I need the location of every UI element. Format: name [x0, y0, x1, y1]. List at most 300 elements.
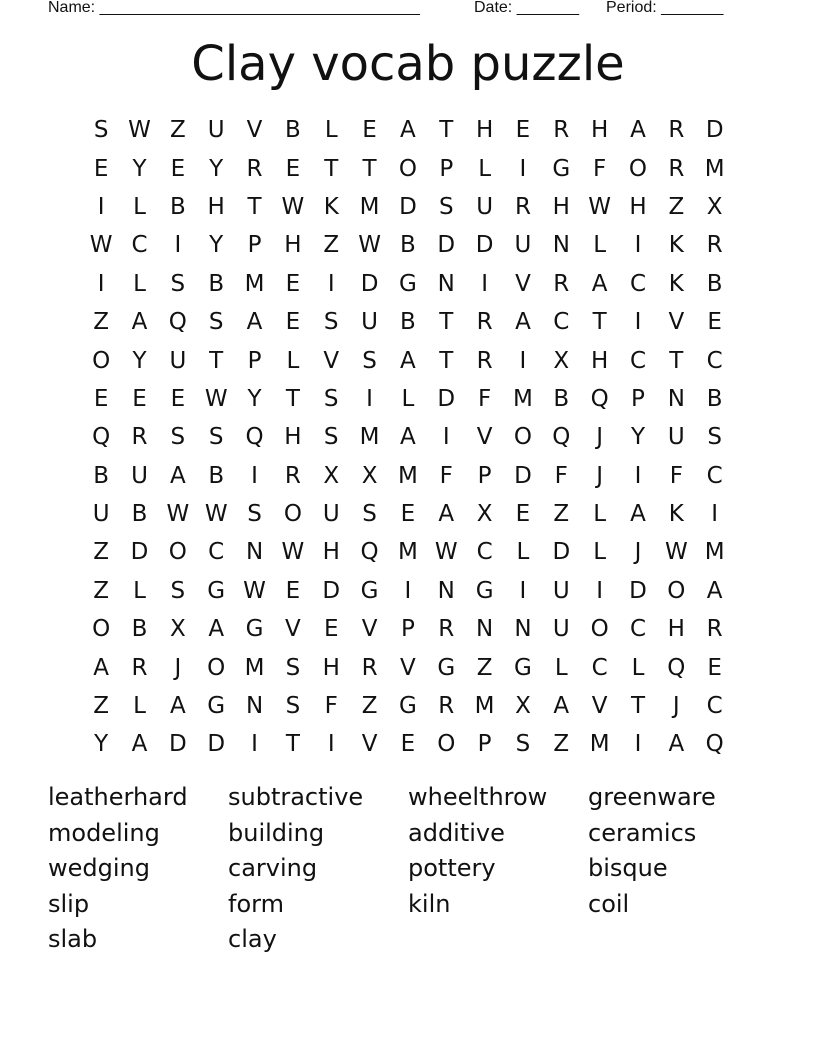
grid-letter: Y — [132, 155, 147, 182]
grid-letter: R — [706, 616, 723, 643]
grid-letter: H — [284, 232, 302, 259]
word-bank-item: pottery — [408, 854, 496, 883]
grid-letter: L — [133, 193, 146, 220]
grid-letter: U — [92, 501, 110, 528]
grid-row — [82, 610, 734, 648]
grid-letter: I — [97, 193, 105, 220]
grid-letter: T — [439, 347, 454, 374]
grid-letter: M — [244, 654, 265, 681]
grid-row — [82, 380, 734, 418]
grid-letter: C — [629, 347, 647, 374]
word-bank-item: clay — [228, 925, 277, 954]
grid-row — [82, 418, 734, 456]
grid-letter: J — [596, 462, 604, 489]
grid-letter: S — [208, 309, 224, 336]
grid-letter: V — [361, 731, 378, 758]
grid-letter: R — [361, 654, 378, 681]
grid-letter: W — [664, 539, 688, 566]
grid-letter: Z — [93, 693, 110, 720]
grid-letter: C — [629, 270, 647, 297]
grid-letter: O — [207, 654, 226, 681]
grid-letter: C — [476, 539, 493, 566]
word-bank-item: greenware — [588, 783, 716, 811]
grid-letter: Q — [667, 654, 686, 681]
grid-letter: B — [400, 232, 416, 259]
grid-letter: Y — [630, 424, 646, 451]
grid-letter: X — [706, 193, 723, 220]
grid-letter: L — [133, 693, 146, 720]
grid-letter: H — [322, 539, 340, 566]
grid-letter: C — [706, 462, 723, 489]
grid-letter: U — [552, 616, 570, 643]
grid-letter: N — [437, 577, 455, 604]
grid-letter: B — [169, 193, 186, 220]
grid-letter: F — [554, 462, 568, 489]
grid-letter: V — [476, 424, 493, 451]
grid-letter: Y — [94, 731, 109, 758]
grid-letter: Z — [323, 232, 340, 259]
grid-letter: V — [323, 347, 340, 374]
grid-letter: V — [361, 616, 378, 643]
grid-letter: D — [322, 577, 341, 604]
grid-letter: R — [668, 155, 685, 182]
grid-letter: N — [245, 693, 264, 720]
grid-letter: T — [439, 117, 454, 144]
grid-letter: W — [358, 232, 381, 259]
grid-letter: S — [285, 654, 301, 681]
grid-letter: U — [169, 347, 187, 374]
grid-letter: H — [590, 117, 609, 144]
grid-letter: P — [439, 155, 454, 182]
grid-letter: S — [323, 385, 339, 412]
grid-row — [82, 341, 734, 379]
grid-letter: I — [519, 577, 527, 604]
grid-letter: Y — [132, 347, 147, 374]
grid-letter: L — [593, 232, 607, 259]
grid-letter: T — [592, 309, 607, 336]
grid-letter: N — [667, 385, 685, 412]
grid-letter: Y — [209, 232, 224, 259]
grid-row — [82, 303, 734, 341]
grid-letter: I — [634, 462, 642, 489]
grid-letter: D — [130, 539, 149, 566]
grid-letter: T — [285, 385, 300, 412]
grid-letter: Q — [360, 539, 379, 566]
grid-letter: W — [588, 193, 612, 220]
grid-letter: R — [246, 155, 263, 182]
grid-letter: H — [629, 193, 647, 220]
grid-letter: Z — [169, 117, 186, 144]
word-bank-item: subtractive — [228, 783, 364, 811]
grid-letter: B — [553, 385, 570, 412]
grid-letter: D — [437, 232, 456, 259]
grid-letter: R — [553, 270, 570, 297]
grid-letter: I — [481, 270, 488, 297]
grid-letter: O — [590, 616, 609, 643]
word-bank-item: modeling — [48, 818, 160, 847]
grid-letter: I — [327, 270, 335, 297]
grid-letter: M — [704, 155, 725, 182]
grid-letter: U — [131, 462, 148, 489]
grid-letter: E — [400, 501, 416, 528]
grid-letter: M — [359, 193, 380, 220]
grid-letter: G — [207, 693, 226, 720]
word-bank-item: ceramics — [588, 818, 697, 847]
grid-row — [82, 188, 734, 226]
grid-letter: Z — [476, 654, 493, 681]
grid-letter: F — [477, 385, 492, 412]
grid-letter: I — [634, 232, 642, 259]
grid-letter: C — [131, 232, 148, 259]
grid-letter: A — [131, 309, 148, 336]
grid-letter: R — [131, 654, 148, 681]
grid-letter: A — [706, 577, 723, 604]
grid-letter: A — [668, 731, 685, 758]
grid-letter: G — [245, 616, 264, 643]
grid-letter: S — [362, 347, 377, 374]
grid-letter: D — [475, 232, 494, 259]
grid-letter: H — [475, 117, 494, 144]
grid-letter: X — [476, 501, 493, 528]
grid-letter: Q — [92, 424, 111, 451]
grid-letter: W — [281, 193, 305, 220]
grid-row — [82, 533, 734, 571]
grid-row — [82, 226, 734, 264]
grid-letter: X — [323, 462, 340, 489]
grid-letter: R — [476, 309, 493, 336]
grid-letter: M — [513, 385, 533, 412]
grid-letter: V — [285, 616, 301, 643]
grid-letter: W — [204, 385, 228, 412]
grid-row — [82, 687, 734, 725]
grid-letter: A — [169, 693, 186, 720]
name-field-label: Name: ____________________________________ — [48, 0, 420, 16]
grid-letter: E — [400, 731, 416, 758]
grid-letter: O — [168, 539, 187, 566]
grid-letter: E — [93, 385, 109, 412]
grid-letter: B — [285, 117, 301, 144]
grid-letter: Y — [209, 155, 224, 182]
grid-letter: X — [169, 616, 186, 643]
grid-letter: O — [513, 424, 532, 451]
grid-letter: E — [707, 309, 722, 336]
grid-letter: C — [553, 309, 570, 336]
grid-letter: D — [169, 731, 187, 758]
grid-letter: H — [322, 654, 340, 681]
grid-letter: L — [133, 270, 146, 297]
grid-letter: I — [327, 731, 335, 758]
grid-letter: V — [591, 693, 608, 720]
grid-letter: T — [324, 155, 339, 182]
grid-letter: J — [596, 424, 604, 451]
grid-letter: E — [285, 309, 301, 336]
grid-letter: Z — [361, 693, 378, 720]
grid-letter: I — [596, 577, 604, 604]
grid-letter: U — [476, 193, 494, 220]
grid-letter: T — [630, 693, 646, 720]
grid-letter: U — [361, 309, 378, 336]
word-bank-item: leatherhard — [48, 783, 188, 811]
grid-letter: J — [672, 693, 680, 720]
grid-letter: U — [552, 577, 570, 604]
grid-letter: I — [442, 424, 450, 451]
grid-letter: O — [92, 616, 111, 643]
grid-letter: U — [514, 232, 532, 259]
grid-letter: I — [519, 347, 527, 374]
grid-letter: B — [706, 385, 723, 412]
grid-letter: N — [437, 270, 455, 297]
grid-letter: X — [553, 347, 570, 374]
grid-letter: D — [552, 539, 571, 566]
grid-letter: Q — [590, 385, 609, 412]
grid-letter: Q — [168, 309, 187, 336]
grid-letter: E — [707, 654, 722, 681]
grid-letter: W — [204, 501, 228, 528]
grid-letter: V — [400, 654, 416, 681]
grid-letter: Z — [93, 577, 110, 604]
word-bank-item: bisque — [588, 854, 668, 883]
grid-letter: S — [438, 193, 454, 220]
grid-letter: U — [667, 424, 685, 451]
grid-letter: M — [244, 270, 265, 297]
grid-letter: N — [245, 539, 264, 566]
grid-letter: V — [515, 270, 531, 297]
grid-letter: D — [360, 270, 379, 297]
grid-letter: A — [630, 501, 646, 528]
grid-letter: A — [208, 616, 225, 643]
grid-letter: E — [285, 577, 301, 604]
grid-letter: L — [516, 539, 530, 566]
grid-letter: L — [286, 347, 300, 374]
word-bank-item: additive — [408, 818, 505, 847]
grid-letter: G — [399, 693, 417, 720]
word-bank-item: building — [228, 818, 325, 847]
grid-row — [82, 648, 734, 686]
grid-letter: A — [246, 309, 263, 336]
grid-letter: R — [476, 347, 493, 374]
grid-letter: I — [97, 270, 105, 297]
grid-letter: L — [401, 385, 415, 412]
grid-letter: W — [243, 577, 266, 604]
word-bank-item: carving — [228, 854, 318, 883]
grid-letter: D — [399, 193, 417, 220]
word-bank-item: slip — [48, 889, 90, 918]
grid-letter: V — [246, 117, 263, 144]
grid-letter: P — [400, 616, 415, 643]
grid-letter: D — [207, 731, 226, 758]
grid-letter: D — [437, 385, 456, 412]
grid-letter: R — [131, 424, 148, 451]
grid-letter: A — [400, 347, 416, 374]
grid-letter: L — [593, 539, 607, 566]
grid-letter: A — [630, 117, 646, 144]
grid-letter: E — [515, 117, 531, 144]
word-bank-item: kiln — [408, 889, 451, 918]
grid-letter: X — [361, 462, 378, 489]
grid-row — [82, 725, 734, 763]
grid-letter: N — [514, 616, 532, 643]
grid-letter: H — [552, 193, 570, 220]
grid-letter: R — [438, 693, 455, 720]
grid-letter: E — [323, 616, 339, 643]
grid-letter: R — [706, 232, 723, 259]
grid-letter: F — [324, 693, 338, 720]
grid-letter: F — [593, 155, 607, 182]
grid-letter: G — [437, 654, 456, 681]
grid-letter: A — [400, 117, 416, 144]
grid-letter: O — [628, 155, 648, 182]
grid-letter: O — [283, 501, 302, 528]
grid-letter: O — [667, 577, 686, 604]
grid-letter: H — [590, 347, 609, 374]
grid-letter: P — [247, 232, 262, 259]
grid-letter: T — [247, 193, 262, 220]
grid-letter: I — [634, 309, 642, 336]
grid-letter: P — [247, 347, 262, 374]
grid-letter: P — [477, 731, 492, 758]
grid-letter: J — [174, 654, 182, 681]
grid-letter: G — [514, 654, 532, 681]
grid-letter: M — [474, 693, 495, 720]
grid-letter: B — [208, 462, 225, 489]
grid-row — [82, 149, 734, 187]
grid-letter: E — [170, 155, 186, 182]
grid-letter: K — [323, 193, 339, 220]
grid-letter: S — [170, 270, 186, 297]
grid-letter: T — [285, 731, 300, 758]
word-bank-item: wheelthrow — [408, 783, 548, 811]
grid-letter: G — [360, 577, 379, 604]
grid-letter: Q — [245, 424, 264, 451]
grid-letter: G — [475, 577, 494, 604]
grid-letter: E — [285, 270, 301, 297]
grid-letter: T — [209, 347, 224, 374]
grid-letter: A — [553, 693, 570, 720]
grid-letter: V — [668, 309, 685, 336]
grid-letter: D — [514, 462, 532, 489]
grid-letter: C — [591, 654, 608, 681]
grid-letter: S — [285, 693, 301, 720]
grid-letter: A — [438, 501, 455, 528]
grid-letter: I — [174, 232, 182, 259]
grid-row — [82, 457, 734, 495]
grid-row — [82, 111, 734, 149]
grid-letter: L — [324, 117, 338, 144]
grid-letter: A — [400, 424, 416, 451]
grid-letter: O — [437, 731, 456, 758]
grid-letter: S — [323, 309, 339, 336]
grid-letter: E — [170, 385, 186, 412]
grid-letter: C — [208, 539, 225, 566]
grid-letter: G — [552, 155, 571, 182]
grid-letter: X — [515, 693, 531, 720]
grid-letter: G — [399, 270, 417, 297]
grid-letter: S — [247, 501, 262, 528]
letter-grid — [82, 111, 734, 764]
grid-letter: M — [359, 424, 380, 451]
grid-letter: Z — [553, 501, 570, 528]
grid-letter: R — [668, 117, 685, 144]
grid-letter: D — [705, 117, 724, 144]
grid-letter: O — [92, 347, 111, 374]
grid-letter: M — [589, 731, 610, 758]
grid-letter: S — [170, 577, 186, 604]
grid-letter: A — [131, 731, 148, 758]
grid-letter: I — [711, 501, 719, 528]
word-bank-item: slab — [48, 925, 98, 954]
grid-letter: Q — [552, 424, 571, 451]
grid-letter: C — [629, 616, 647, 643]
puzzle-title: Clay vocab puzzle — [191, 36, 625, 92]
grid-letter: L — [631, 654, 645, 681]
grid-letter: P — [477, 462, 492, 489]
grid-letter: L — [554, 654, 568, 681]
grid-letter: B — [131, 501, 148, 528]
grid-letter: W — [128, 117, 151, 144]
grid-letter: B — [706, 270, 723, 297]
grid-letter: W — [166, 501, 190, 528]
word-bank-item: wedging — [48, 854, 150, 883]
grid-letter: I — [251, 731, 258, 758]
grid-letter: G — [207, 577, 226, 604]
grid-letter: M — [397, 539, 418, 566]
grid-letter: Z — [93, 309, 110, 336]
grid-letter: H — [207, 193, 225, 220]
grid-letter: S — [93, 117, 109, 144]
grid-letter: R — [438, 616, 455, 643]
grid-letter: I — [634, 731, 642, 758]
date-field-label: Date: _______ — [474, 0, 579, 16]
grid-letter: U — [322, 501, 340, 528]
grid-letter: C — [706, 347, 723, 374]
grid-letter: I — [366, 385, 373, 412]
grid-letter: Z — [668, 193, 685, 220]
grid-letter: S — [170, 424, 186, 451]
grid-letter: S — [707, 424, 722, 451]
grid-letter: W — [89, 232, 113, 259]
grid-letter: B — [400, 309, 416, 336]
word-bank-item: form — [228, 889, 284, 918]
grid-letter: R — [284, 462, 301, 489]
grid-letter: F — [669, 462, 683, 489]
grid-letter: F — [439, 462, 453, 489]
grid-letter: I — [404, 577, 412, 604]
grid-letter: Z — [93, 539, 110, 566]
grid-letter: T — [362, 155, 377, 182]
grid-letter: L — [593, 501, 607, 528]
grid-letter: B — [131, 616, 148, 643]
grid-letter: S — [515, 731, 531, 758]
grid-letter: H — [667, 616, 685, 643]
grid-letter: W — [281, 539, 305, 566]
grid-letter: O — [398, 155, 417, 182]
grid-letter: S — [208, 424, 224, 451]
grid-letter: A — [93, 654, 110, 681]
worksheet-header — [48, 0, 748, 20]
grid-letter: L — [133, 577, 146, 604]
grid-letter: T — [669, 347, 684, 374]
grid-letter: I — [251, 462, 258, 489]
grid-letter: N — [552, 232, 570, 259]
grid-letter: M — [704, 539, 725, 566]
grid-letter: K — [668, 232, 684, 259]
grid-row — [82, 265, 734, 303]
grid-letter: C — [706, 693, 723, 720]
grid-letter: W — [434, 539, 458, 566]
grid-letter: E — [515, 501, 531, 528]
grid-letter: B — [93, 462, 110, 489]
word-bank — [48, 780, 768, 958]
